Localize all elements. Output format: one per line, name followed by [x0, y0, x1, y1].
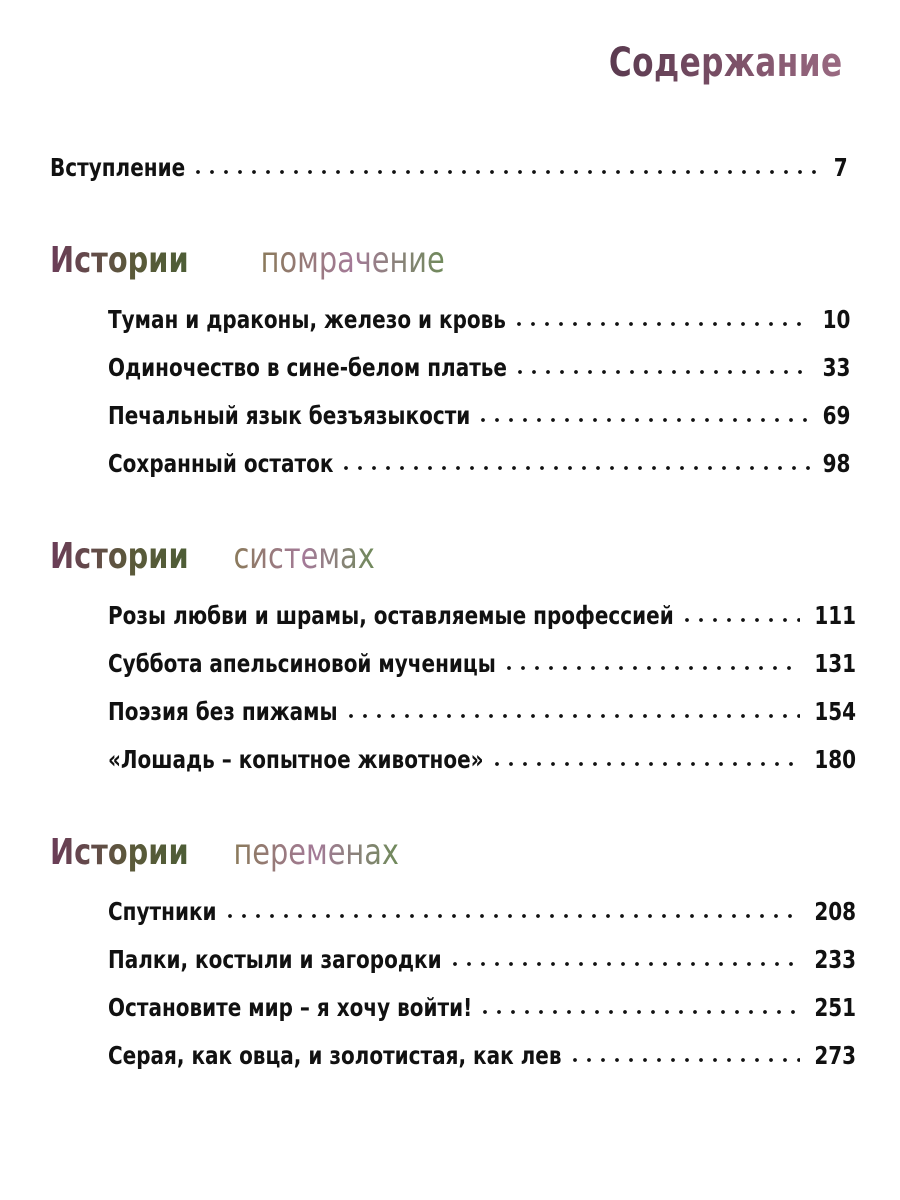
toc-entry[interactable]: [108, 932, 857, 974]
toc-entry[interactable]: [108, 884, 857, 926]
toc-entry-title: Серая, как овца, и золотистая, как лев: [108, 1041, 562, 1070]
section-heading-1: [50, 240, 445, 281]
toc-entry-page: 98: [822, 449, 851, 478]
toc-entry-page: 180: [814, 745, 857, 774]
toc-entry-page: 111: [814, 601, 857, 630]
dot-leader: [448, 960, 801, 968]
toc-entry-page: 69: [822, 401, 851, 430]
toc-entry[interactable]: [108, 292, 851, 334]
toc-entry-title: Сохранный остаток: [108, 449, 334, 478]
toc-entry[interactable]: [108, 588, 857, 630]
toc-entry[interactable]: [108, 1028, 857, 1070]
toc-entry-page: 10: [822, 305, 851, 334]
toc-entry-page: 154: [814, 697, 857, 726]
toc-entry[interactable]: [108, 980, 857, 1022]
section-heading-word: Истории: [50, 832, 189, 873]
toc-entry[interactable]: [108, 636, 857, 678]
toc-entry-intro[interactable]: [50, 140, 848, 182]
dot-leader: [478, 1008, 800, 1016]
toc-entry-title: Спутники: [108, 897, 217, 926]
toc-entry-page: 273: [814, 1041, 857, 1070]
dot-leader: [344, 712, 801, 720]
toc-entry-title: Печальный язык безъязыкости: [108, 401, 471, 430]
dot-leader: [490, 760, 801, 768]
page-title: Содержание: [608, 40, 842, 86]
dot-leader: [339, 464, 811, 472]
section-heading-rest: переменах: [233, 832, 399, 873]
dot-leader: [223, 912, 801, 920]
toc-entry-title: Туман и драконы, железо и кровь: [108, 305, 506, 334]
dot-leader: [191, 168, 825, 176]
dot-leader: [512, 320, 811, 328]
toc-entry-title: Розы любви и шрамы, оставляемые профессией: [108, 601, 674, 630]
dot-leader: [680, 616, 801, 624]
toc-entry-title: Остановите мир – я хочу войти!: [108, 993, 473, 1022]
section-heading-2: [50, 536, 375, 577]
toc-entry-page: 33: [822, 353, 851, 382]
section-heading-3: [50, 832, 399, 873]
toc-entry-title: Вступление: [50, 153, 186, 182]
toc-entry-title: «Лошадь – копытное животное»: [108, 745, 484, 774]
section-heading-word: Истории: [50, 240, 189, 281]
dot-leader: [502, 664, 800, 672]
toc-entry[interactable]: [108, 732, 857, 774]
toc-entry-page: 208: [814, 897, 857, 926]
toc-entry[interactable]: [108, 340, 851, 382]
dot-leader: [476, 416, 811, 424]
section-heading-rest: системах: [233, 536, 375, 577]
toc-entry-title: Суббота апельсиновой мученицы: [108, 649, 496, 678]
dot-leader: [568, 1056, 801, 1064]
toc-entry-page: 131: [814, 649, 857, 678]
toc-entry[interactable]: [108, 388, 851, 430]
dot-leader: [513, 368, 811, 376]
toc-entry-title: Поэзия без пижамы: [108, 697, 338, 726]
toc-entry[interactable]: [108, 436, 851, 478]
toc-entry-title: Палки, костыли и загородки: [108, 945, 442, 974]
toc-entry-page: 251: [814, 993, 857, 1022]
section-heading-word: Истории: [50, 536, 189, 577]
section-heading-rest: помрачение: [260, 240, 445, 281]
toc-entry-page: 233: [814, 945, 857, 974]
toc-entry-page: 7: [833, 153, 848, 182]
toc-entry[interactable]: [108, 684, 857, 726]
toc-entry-title: Одиночество в сине-белом платье: [108, 353, 507, 382]
